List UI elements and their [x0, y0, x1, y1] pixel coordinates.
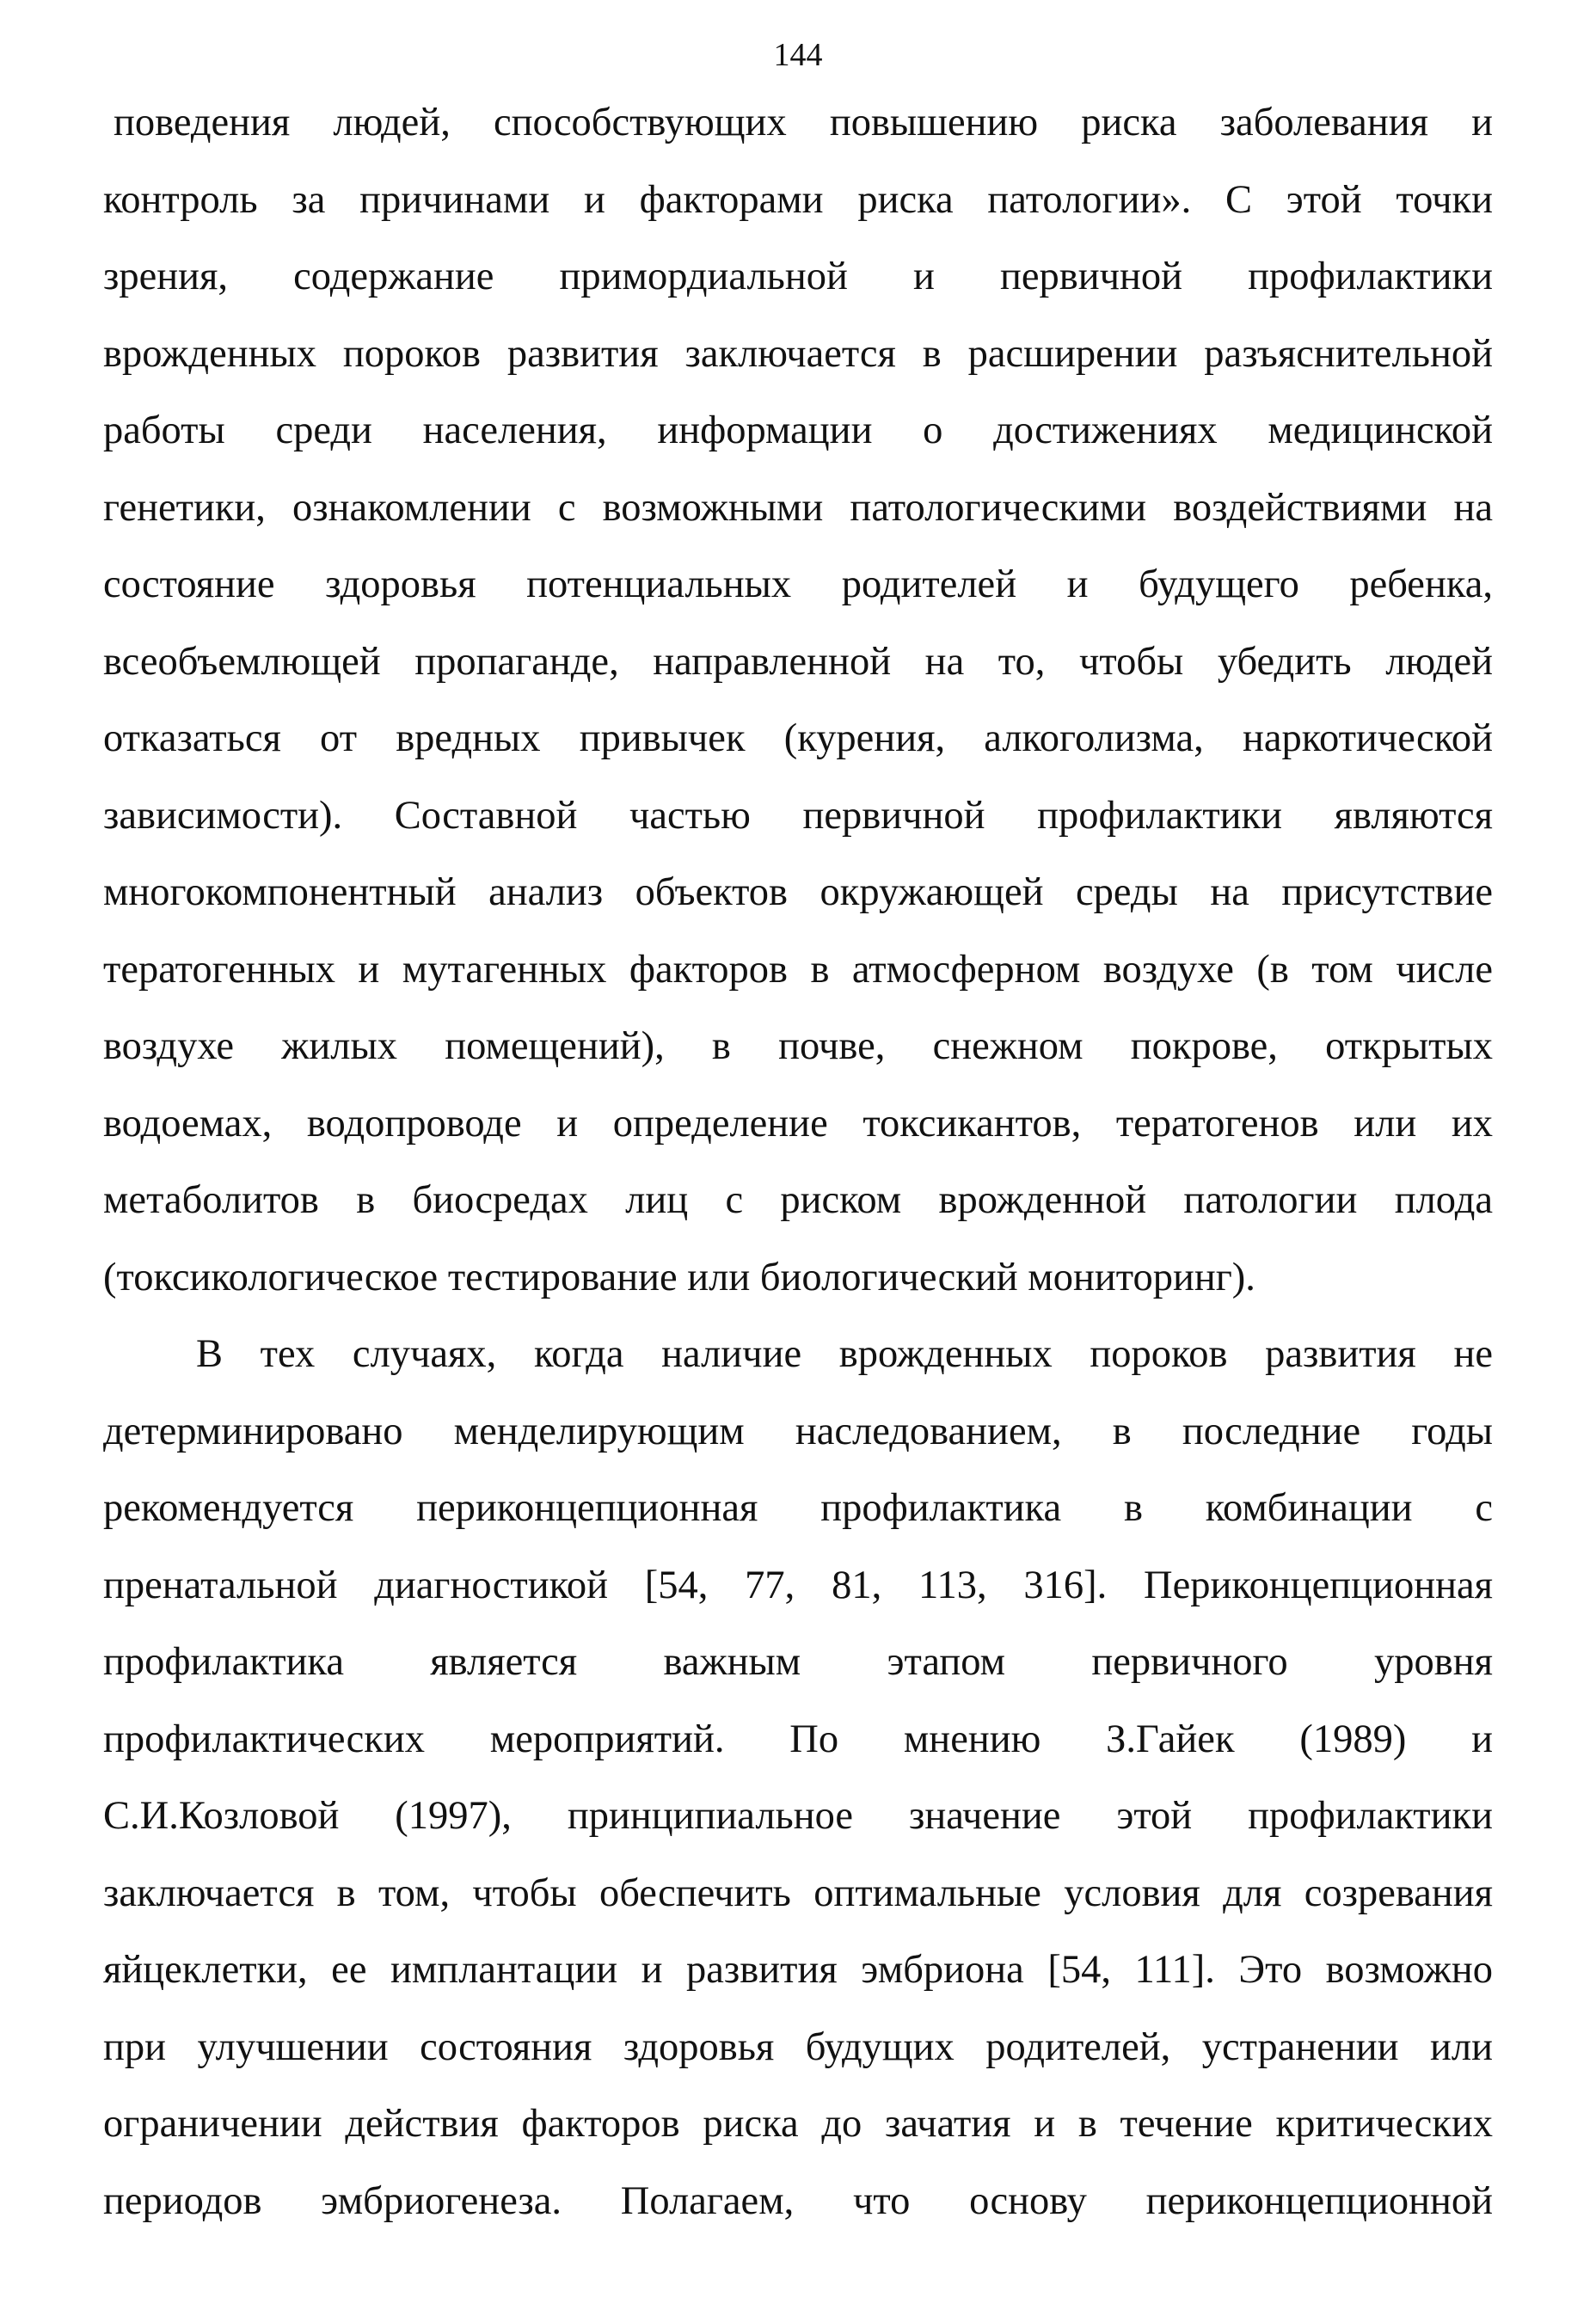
text-line: В тех случаях, когда наличие врожденных пороков развития не — [196, 1332, 1493, 1376]
text-line: поведения людей, способствующих повышению риска заболевания и — [114, 101, 1493, 144]
text-line: контроль за причинами и факторами риска патологии». С этой точки — [103, 177, 1493, 222]
text-line: отказаться от вредных привычек (курения, алкоголизма, наркотической — [103, 716, 1493, 760]
text-line: ограничении действия факторов риска до зачатия и в течение критических — [103, 2102, 1493, 2146]
text-line: заключается в том, чтобы обеспечить оптимальные условия для созревания — [103, 1870, 1493, 1915]
paragraph — [103, 1316, 1493, 2239]
text-line: работы среди населения, информации о достижениях медицинской — [103, 408, 1493, 452]
text-line: (токсикологическое тестирование или биологический мониторинг). — [103, 1255, 1255, 1299]
text-line: периодов эмбриогенеза. Полагаем, что основу периконцепционной — [103, 2178, 1493, 2223]
text-line: метаболитов в биосредах лиц с риском врожденной патологии плода — [103, 1178, 1493, 1222]
text-line: рекомендуется периконцепционная профилактика в комбинации с — [103, 1486, 1493, 1530]
text-line: профилактика является важным этапом первичного уровня — [103, 1640, 1493, 1684]
page-number: 144 — [773, 37, 823, 73]
text-line: при улучшении состояния здоровья будущих родителей, устранении или — [103, 2024, 1493, 2069]
text-line: С.И.Козловой (1997), принципиальное значение этой профилактики — [103, 1794, 1493, 1838]
text-line: пренатальной диагностикой [54, 77, 81, 113, 316]. Периконцепционная — [103, 1563, 1493, 1607]
text-line: детерминировано менделирующим наследованием, в последние годы — [103, 1409, 1493, 1453]
text-line: состояние здоровья потенциальных родителей и будущего ребенка, — [103, 562, 1493, 606]
text-line: зрения, содержание примордиальной и первичной профилактики — [103, 255, 1493, 298]
text-line: яйцеклетки, ее имплантации и развития эмбриона [54, 111]. Это возможно — [103, 1948, 1493, 1992]
text-line: водоемах, водопроводе и определение токсикантов, тератогенов или их — [103, 1101, 1493, 1146]
text-line: всеобъемлющей пропаганде, направленной на то, чтобы убедить людей — [103, 639, 1493, 684]
text-line: многокомпонентный анализ объектов окружающей среды на присутствие — [103, 870, 1493, 914]
text-line: врожденных пороков развития заключается в расширении разъяснительной — [103, 331, 1493, 376]
body-text — [103, 84, 1493, 2239]
text-line: воздухе жилых помещений), в почве, снежном покрове, открытых — [103, 1024, 1493, 1068]
text-line: зависимости). Составной частью первичной профилактики являются — [103, 793, 1493, 838]
text-line: профилактических мероприятий. По мнению З.Гайек (1989) и — [103, 1717, 1493, 1761]
text-line: генетики, ознакомлении с возможными патологическими воздействиями на — [103, 485, 1493, 530]
paragraph — [103, 84, 1493, 1316]
text-line: тератогенных и мутагенных факторов в атмосферном воздухе (в том числе — [103, 947, 1493, 992]
